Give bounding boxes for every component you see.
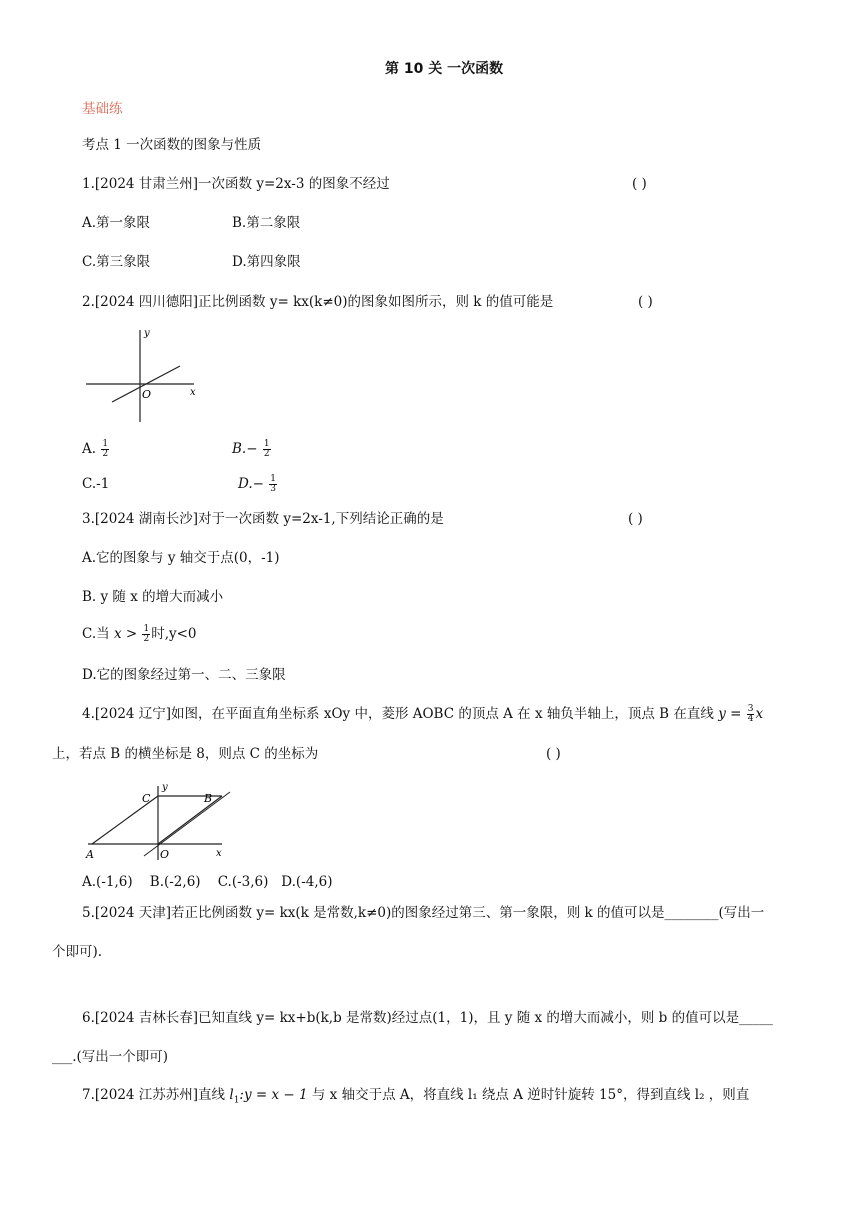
q2-option-b-sign: − (246, 441, 258, 457)
q4-line-eq-y: y (718, 706, 726, 722)
q2-option-a-denominator: 2 (102, 449, 109, 459)
q6-line2: ___.(写出一个即可) (52, 1049, 169, 1065)
q2-option-d-sign: − (252, 476, 264, 492)
q3-stem: 3.[2024 湖南长沙]对于一次函数 y=2x-1,下列结论正确的是 (82, 511, 444, 527)
q3-option-a: A.它的图象与 y 轴交于点(0，-1) (82, 550, 280, 566)
q4-line-eq-equals: = (725, 706, 746, 722)
q2-option-d-prefix: D. (238, 476, 253, 492)
q2-option-d-numerator: 1 (270, 474, 276, 484)
q4-point-b-label: B (204, 792, 213, 805)
topic-heading: 考点 1 一次函数的图象与性质 (82, 137, 262, 153)
q4-origin-label: O (160, 848, 170, 861)
q1-option-d: D.第四象限 (232, 254, 301, 270)
q2-origin-label: O (142, 388, 152, 401)
q4-line-eq-x: x (755, 706, 764, 722)
q4-options: A.(-1,6) B.(-2,6) C.(-3,6) D.(-4,6) (82, 874, 333, 890)
q3-option-d: D.它的图象经过第一、二、三象限 (82, 667, 286, 683)
q4-stem-line2: 上，若点 B 的横坐标是 8，则点 C 的坐标为 (52, 746, 319, 762)
q2-option-d-denominator: 3 (270, 484, 276, 494)
q2-stem: 2.[2024 四川德阳]正比例函数 y= kx(k≠0)的图象如图所示，则 k 的值可能是 (82, 294, 554, 310)
q3-option-c-suffix: 时,y<0 (151, 626, 197, 642)
q4-line-eq-numerator: 3 (747, 704, 754, 714)
page-title: 第 10 关 一次函数 (385, 61, 504, 77)
q2-option-a-prefix: A. (82, 441, 97, 457)
q2-y-label: y (144, 328, 150, 339)
q4-stem-text: 4.[2024 辽宁]如图，在平面直角坐标系 xOy 中，菱形 AOBC 的顶点 A 在 x 轴负半轴上，顶点 B 在直线 (82, 706, 714, 722)
q1-option-a: A.第一象限 (82, 215, 151, 231)
q1-stem: 1.[2024 甘肃兰州]一次函数 y=2x-3 的图象不经过 (82, 176, 390, 192)
section-label: 基础练 (82, 101, 123, 117)
q4-point-a-label: A (86, 848, 94, 861)
q4-line-y34x (144, 792, 230, 856)
q4-y-label: y (162, 782, 168, 793)
q2-option-b (232, 440, 272, 459)
q3-option-c (82, 625, 197, 644)
q2-option-b-denominator: 2 (263, 449, 270, 459)
q2-option-a-numerator: 1 (102, 439, 109, 449)
q4-line-eq-denominator: 4 (747, 714, 754, 724)
q4-side-bo (158, 796, 222, 844)
q1-answer-paren: ( ) (632, 176, 647, 192)
q4-graph (82, 778, 232, 864)
q3-option-c-fraction (142, 625, 150, 644)
q2-graph (82, 322, 212, 426)
q3-option-c-denominator: 2 (143, 634, 150, 644)
q2-option-a (82, 440, 110, 459)
q3-option-c-prefix: C.当 (82, 626, 114, 642)
q3-option-c-numerator: 1 (143, 624, 150, 634)
q4-stem-line1 (82, 705, 763, 724)
q1-option-c: C.第三象限 (82, 254, 151, 270)
q6-line1: 6.[2024 吉林长春]已知直线 y= kx+b(k,b 是常数)经过点(1，1)，且 y 随 x 的增大而减小，则 b 的值可以是_____ (82, 1010, 773, 1026)
q7-rest: 与 x 轴交于点 A，将直线 l₁ 绕点 A 逆时针旋转 15°，得到直线 l₂ ，则直 (307, 1087, 750, 1103)
q3-option-c-variable: x (113, 626, 122, 642)
q3-answer-paren: ( ) (628, 511, 643, 527)
q2-option-d (238, 475, 278, 494)
q3-option-b: B. y 随 x 的增大而减小 (82, 589, 224, 605)
q5-line2: 个即可). (52, 944, 103, 960)
q7-prefix: 7.[2024 江苏苏州]直线 (82, 1087, 230, 1103)
q2-option-a-fraction (101, 440, 109, 459)
q2-x-label: x (190, 387, 196, 398)
q2-answer-paren: ( ) (638, 294, 653, 310)
q3-option-c-gt: > (121, 626, 142, 642)
q4-line-eq-fraction (747, 705, 755, 724)
q7-line1 (82, 1086, 749, 1110)
q1-option-b: B.第二象限 (232, 215, 301, 231)
q7-equation: :y = x − 1 (239, 1087, 308, 1103)
q4-point-c-label: C (142, 792, 151, 805)
q7-l1: l (229, 1087, 234, 1103)
q2-option-d-fraction (269, 475, 277, 494)
q2-option-b-numerator: 1 (263, 439, 270, 449)
q4-x-label: x (216, 848, 222, 859)
q5-line1: 5.[2024 天津]若正比例函数 y= kx(k 是常数,k≠0)的图象经过第三、第一象限，则 k 的值可以是________(写出一 (82, 905, 765, 921)
q2-option-c: C.-1 (82, 476, 110, 492)
q2-option-b-prefix: B. (232, 441, 247, 457)
q7-l1-subscript: 1 (233, 1095, 240, 1106)
q4-answer-paren: ( ) (546, 746, 561, 762)
q2-option-b-fraction (263, 440, 271, 459)
